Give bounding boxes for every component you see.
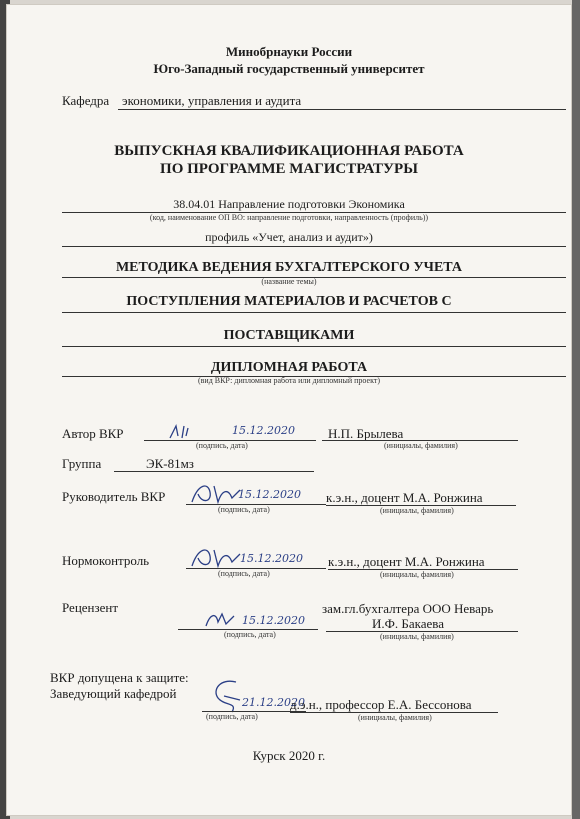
topic-line1: МЕТОДИКА ВЕДЕНИЯ БУХГАЛТЕРСКОГО УЧЕТА (115, 260, 463, 275)
admission-date: 21.12.2020 (242, 696, 305, 709)
topic-underline3 (62, 346, 566, 347)
author-signature-icon (166, 422, 206, 442)
reviewer-label: Рецензент (62, 600, 119, 615)
normcontrol-date: 15.12.2020 (240, 552, 303, 565)
ministry-name: Минобрнауки России (225, 44, 353, 59)
author-label: Автор ВКР (62, 426, 124, 441)
author-name-hint: (инициалы, фамилия) (384, 441, 458, 450)
topic-line2: ПОСТУПЛЕНИЯ МАТЕРИАЛОВ И РАСЧЕТОВ С (126, 294, 452, 309)
supervisor-name: к.э.н., доцент М.А. Ронжина (326, 490, 483, 505)
reviewer-position: зам.гл.бухгалтера ООО Неварь (322, 601, 494, 616)
normcontrol-sign-hint: (подпись, дата) (218, 569, 270, 578)
reviewer-signature-icon (202, 608, 242, 630)
head-name: д.э.н., профессор Е.А. Бессонова (290, 697, 472, 712)
work-type-hint: (вид ВКР: дипломная работа или дипломный проект) (197, 376, 381, 385)
author-name: Н.П. Брылева (328, 426, 404, 441)
author-sign-hint: (подпись, дата) (196, 441, 248, 450)
scan-right-edge (572, 0, 580, 819)
direction-value: 38.04.01 Направление подготовки Экономика (173, 197, 405, 211)
department-label: Кафедра (62, 93, 110, 108)
topic-underline2 (62, 312, 566, 313)
supervisor-sign-hint: (подпись, дата) (218, 505, 270, 514)
work-title-line1: ВЫПУСКНАЯ КВАЛИФИКАЦИОННАЯ РАБОТА (114, 143, 464, 159)
work-type-value: ДИПЛОМНАЯ РАБОТА (210, 360, 368, 375)
normcontrol-label: Нормоконтроль (62, 553, 150, 568)
group-value: ЭК-81мз (146, 456, 194, 471)
reviewer-name: И.Ф. Бакаева (372, 616, 445, 631)
department-underline (118, 109, 566, 110)
supervisor-date: 15.12.2020 (238, 488, 301, 501)
topic-hint: (название темы) (261, 277, 317, 286)
normcontrol-name-hint: (инициалы, фамилия) (380, 570, 454, 579)
group-label: Группа (62, 456, 102, 471)
topic-line3: ПОСТАВЩИКАМИ (223, 328, 355, 343)
department-value: экономики, управления и аудита (122, 93, 302, 108)
title-page (6, 4, 572, 816)
author-date: 15.12.2020 (232, 424, 295, 437)
supervisor-name-hint: (инициалы, фамилия) (380, 506, 454, 515)
admission-sign-hint: (подпись, дата) (206, 712, 258, 721)
admission-line2: Заведующий кафедрой (50, 686, 177, 701)
head-name-hint: (инициалы, фамилия) (358, 713, 432, 722)
profile-underline (62, 246, 566, 247)
reviewer-name-hint: (инициалы, фамилия) (380, 632, 454, 641)
work-title-line2: ПО ПРОГРАММЕ МАГИСТРАТУРЫ (160, 161, 418, 177)
normcontrol-name: к.э.н., доцент М.А. Ронжина (328, 554, 485, 569)
reviewer-date: 15.12.2020 (242, 614, 305, 627)
university-name: Юго-Западный государственный университет (153, 61, 425, 76)
group-underline (114, 471, 314, 472)
city-year: Курск 2020 г. (252, 748, 326, 763)
direction-hint: (код, наименование ОП ВО: направление подготовки, направленность (профиль)) (149, 213, 429, 222)
reviewer-sign-hint: (подпись, дата) (224, 630, 276, 639)
admission-line1: ВКР допущена к защите: (50, 670, 189, 685)
profile-value: профиль «Учет, анализ и аудит») (205, 230, 373, 244)
supervisor-label: Руководитель ВКР (62, 489, 166, 504)
